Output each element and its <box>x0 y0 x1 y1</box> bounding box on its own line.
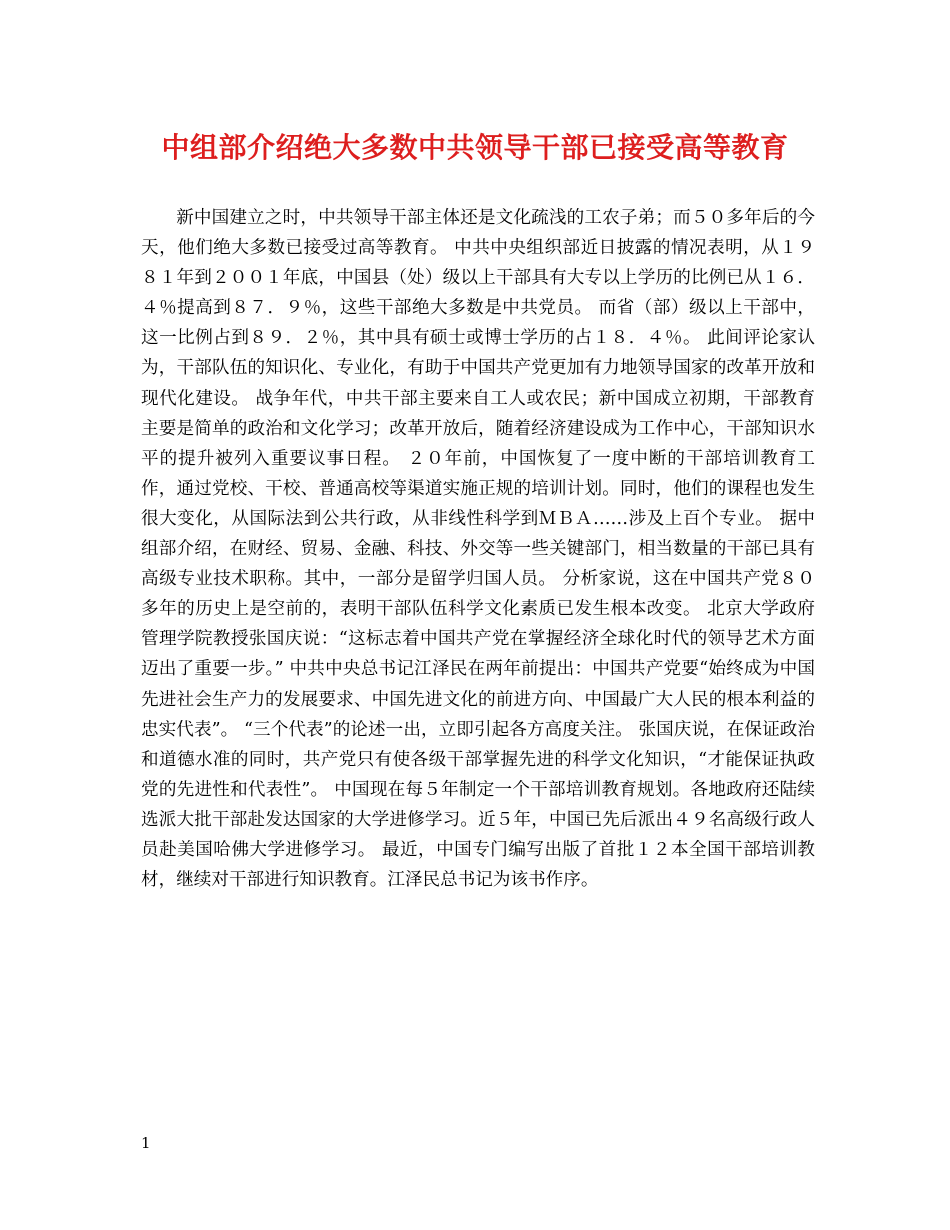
page-number: 1 <box>141 1134 151 1152</box>
document-title: 中组部介绍绝大多数中共领导干部已接受高等教育 <box>161 131 789 164</box>
document-body-paragraph: 新中国建立之时，中共领导干部主体还是文化疏浅的工农子弟；而５０多年后的今天，他们绝大多数已接受过高等教育。 中共中央组织部近日披露的情况表明，从１９８１年到２００１年底，中国县（处）级以上干部具有大专以上学历的比例已从１６．４％提高到８７．９％，这些干部绝大多数是中共党员。 而省（部）级以上干部中，这一比例占到８９．２％，其中具有硕士或博士学历的占１８．４％。 此间评论家认为，干部队伍的知识化、专业化，有助于中国共产党更加有力地领导国家的改革开放和现代化建设。 战争年代，中共干部主要来自工人或农民；新中国成立初期，干部教育主要是简单的政治和文化学习；改革开放后，随着经济建设成为工作中心，干部知识水平的提升被列入重要议事日程。 ２０年前，中国恢复了一度中断的干部培训教育工作，通过党校、干校、普通高校等渠道实施正规的培训计划。同时，他们的课程也发生很大变化，从国际法到公共行政，从非线性科学到ＭＢＡ……涉及上百个专业。 据中组部介绍，在财经、贸易、金融、科技、外交等一些关键部门，相当数量的干部已具有高级专业技术职称。其中，一部分是留学归国人员。 分析家说，这在中国共产党８０多年的历史上是空前的，表明干部队伍科学文化素质已发生根本改变。 北京大学政府管理学院教授张国庆说：“这标志着中国共产党在掌握经济全球化时代的领导艺术方面迈出了重要一步。” 中共中央总书记江泽民在两年前提出：中国共产党要“始终成为中国先进社会生产力的发展要求、中国先进文化的前进方向、中国最广大人民的根本利益的忠实代表”。 “三个代表”的论述一出，立即引起各方高度关注。 张国庆说，在保证政治和道德水准的同时，共产党只有使各级干部掌握先进的科学文化知识，“才能保证执政党的先进性和代表性”。 中国现在每５年制定一个干部培训教育规划。各地政府还陆续选派大批干部赴发达国家的大学进修学习。近５年，中国已先后派出４９名高级行政人员赴美国哈佛大学进修学习。 最近，中国专门编写出版了首批１２本全国干部培训教材，继续对干部进行知识教育。江泽民总书记为该书作序。 <box>141 208 815 891</box>
